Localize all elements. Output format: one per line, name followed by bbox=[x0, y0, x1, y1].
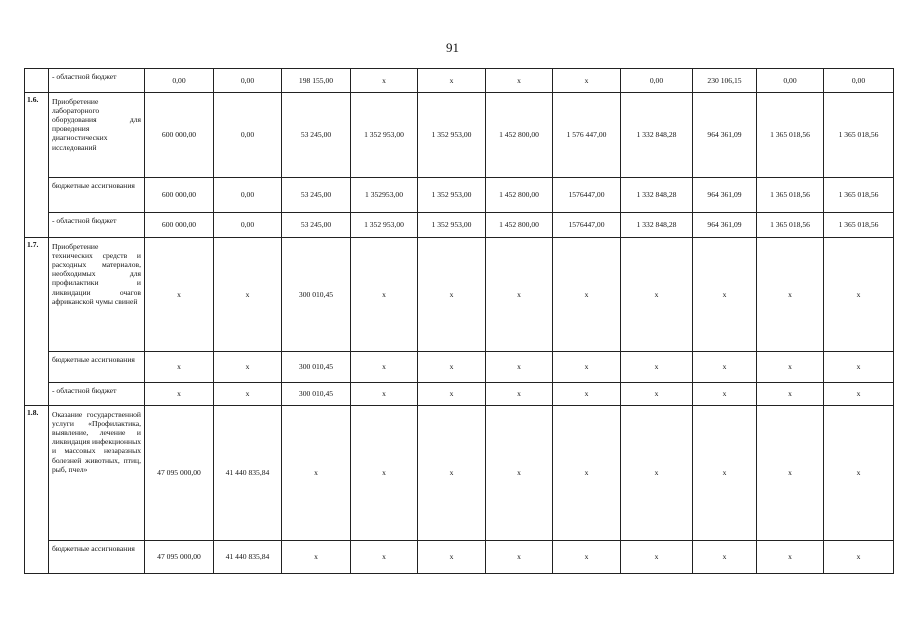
value-cell: x bbox=[824, 541, 894, 574]
row-name-cell: Оказание государственной услуги «Профилактика, выявление, лечение и ликвидация инфекционных и массовых незаразных болезней животных, птиц, рыб, пчел» bbox=[49, 406, 145, 541]
value-cell: x bbox=[214, 352, 282, 383]
table-row bbox=[25, 383, 894, 406]
value-cell: 1 576 447,00 bbox=[553, 93, 621, 178]
value-cell: x bbox=[553, 406, 621, 541]
value-cell: 0,00 bbox=[214, 213, 282, 238]
value-cell: 600 000,00 bbox=[145, 178, 214, 213]
value-cell: x bbox=[553, 238, 621, 352]
value-cell: x bbox=[145, 383, 214, 406]
row-name-cell: Приобретение технических средств и расходных материалов, необходимых для профилактики и ликвидации очагов африканской чумы свиней bbox=[49, 238, 145, 352]
value-cell: x bbox=[486, 238, 553, 352]
table-row bbox=[25, 93, 894, 178]
value-cell: x bbox=[418, 352, 486, 383]
value-cell: x bbox=[351, 69, 418, 93]
value-cell: x bbox=[214, 238, 282, 352]
row-name-cell: бюджетные ассигнования bbox=[49, 541, 145, 574]
value-cell: x bbox=[418, 69, 486, 93]
value-cell: 1 365 018,56 bbox=[757, 178, 824, 213]
value-cell: x bbox=[553, 383, 621, 406]
value-cell: 47 095 000,00 bbox=[145, 541, 214, 574]
table-row bbox=[25, 69, 894, 93]
value-cell: 1 365 018,56 bbox=[824, 93, 894, 178]
value-cell: x bbox=[621, 541, 693, 574]
value-cell: x bbox=[351, 352, 418, 383]
value-cell: x bbox=[621, 406, 693, 541]
value-cell: 964 361,09 bbox=[693, 93, 757, 178]
row-name-cell: - областной бюджет bbox=[49, 213, 145, 238]
value-cell: 1 332 848,28 bbox=[621, 93, 693, 178]
value-cell: 1 352953,00 bbox=[351, 178, 418, 213]
value-cell: 1576447,00 bbox=[553, 178, 621, 213]
value-cell: 53 245,00 bbox=[282, 178, 351, 213]
value-cell: 0,00 bbox=[621, 69, 693, 93]
table-row bbox=[25, 352, 894, 383]
value-cell: x bbox=[282, 406, 351, 541]
value-cell: 1 452 800,00 bbox=[486, 178, 553, 213]
value-cell: x bbox=[418, 541, 486, 574]
value-cell: x bbox=[757, 383, 824, 406]
value-cell: x bbox=[486, 69, 553, 93]
value-cell: 964 361,09 bbox=[693, 213, 757, 238]
value-cell: 1 452 800,00 bbox=[486, 213, 553, 238]
value-cell: 41 440 835,84 bbox=[214, 541, 282, 574]
value-cell: x bbox=[351, 541, 418, 574]
value-cell: 1 365 018,56 bbox=[824, 178, 894, 213]
value-cell: x bbox=[486, 352, 553, 383]
value-cell: x bbox=[824, 406, 894, 541]
value-cell: x bbox=[486, 383, 553, 406]
value-cell: 1 365 018,56 bbox=[757, 93, 824, 178]
value-cell: 198 155,00 bbox=[282, 69, 351, 93]
value-cell: x bbox=[351, 406, 418, 541]
value-cell: 1 352 953,00 bbox=[418, 93, 486, 178]
row-number-cell: 1.7. bbox=[25, 238, 49, 406]
value-cell: x bbox=[621, 383, 693, 406]
value-cell: x bbox=[553, 352, 621, 383]
table-row bbox=[25, 178, 894, 213]
value-cell: 0,00 bbox=[214, 178, 282, 213]
value-cell: 600 000,00 bbox=[145, 93, 214, 178]
value-cell: 300 010,45 bbox=[282, 238, 351, 352]
value-cell: 1576447,00 bbox=[553, 213, 621, 238]
value-cell: x bbox=[486, 406, 553, 541]
value-cell: 1 332 848,28 bbox=[621, 178, 693, 213]
value-cell: x bbox=[757, 406, 824, 541]
value-cell: x bbox=[693, 406, 757, 541]
row-name-cell: бюджетные ассигнования bbox=[49, 352, 145, 383]
value-cell: 53 245,00 bbox=[282, 213, 351, 238]
value-cell: 0,00 bbox=[824, 69, 894, 93]
value-cell: 1 452 800,00 bbox=[486, 93, 553, 178]
value-cell: 1 332 848,28 bbox=[621, 213, 693, 238]
value-cell: x bbox=[757, 352, 824, 383]
row-number-cell: 1.6. bbox=[25, 93, 49, 238]
value-cell: x bbox=[757, 238, 824, 352]
value-cell: 0,00 bbox=[145, 69, 214, 93]
value-cell: x bbox=[418, 383, 486, 406]
value-cell: 1 352 953,00 bbox=[351, 93, 418, 178]
value-cell: x bbox=[621, 352, 693, 383]
value-cell: 230 106,15 bbox=[693, 69, 757, 93]
row-name-cell: - областной бюджет bbox=[49, 383, 145, 406]
value-cell: x bbox=[145, 238, 214, 352]
row-name-cell: - областной бюджет bbox=[49, 69, 145, 93]
page-number: 91 bbox=[446, 40, 459, 55]
value-cell: 1 365 018,56 bbox=[757, 213, 824, 238]
value-cell: x bbox=[486, 541, 553, 574]
value-cell: x bbox=[553, 541, 621, 574]
value-cell: x bbox=[824, 352, 894, 383]
value-cell: x bbox=[757, 541, 824, 574]
budget-table bbox=[24, 68, 894, 574]
table-row bbox=[25, 213, 894, 238]
value-cell: 1 365 018,56 bbox=[824, 213, 894, 238]
value-cell: 53 245,00 bbox=[282, 93, 351, 178]
row-number-cell bbox=[25, 69, 49, 93]
value-cell: x bbox=[351, 238, 418, 352]
value-cell: 1 352 953,00 bbox=[418, 178, 486, 213]
value-cell: 0,00 bbox=[757, 69, 824, 93]
value-cell: x bbox=[693, 383, 757, 406]
value-cell: 47 095 000,00 bbox=[145, 406, 214, 541]
row-name-cell: бюджетные ассигнования bbox=[49, 178, 145, 213]
value-cell: x bbox=[553, 69, 621, 93]
value-cell: 1 352 953,00 bbox=[418, 213, 486, 238]
row-name-cell: Приобретение лабораторного оборудования для проведения диагностических исследований bbox=[49, 93, 145, 178]
value-cell: x bbox=[824, 238, 894, 352]
value-cell: 300 010,45 bbox=[282, 383, 351, 406]
value-cell: x bbox=[214, 383, 282, 406]
value-cell: 1 352 953,00 bbox=[351, 213, 418, 238]
value-cell: 964 361,09 bbox=[693, 178, 757, 213]
value-cell: 300 010,45 bbox=[282, 352, 351, 383]
value-cell: x bbox=[418, 406, 486, 541]
value-cell: 600 000,00 bbox=[145, 213, 214, 238]
row-number-cell: 1.8. bbox=[25, 406, 49, 574]
value-cell: x bbox=[824, 383, 894, 406]
value-cell: x bbox=[621, 238, 693, 352]
table-row bbox=[25, 238, 894, 352]
value-cell: x bbox=[282, 541, 351, 574]
value-cell: 0,00 bbox=[214, 69, 282, 93]
value-cell: x bbox=[693, 352, 757, 383]
value-cell: x bbox=[418, 238, 486, 352]
table-row bbox=[25, 541, 894, 574]
value-cell: x bbox=[351, 383, 418, 406]
value-cell: 41 440 835,84 bbox=[214, 406, 282, 541]
table-row bbox=[25, 406, 894, 541]
value-cell: x bbox=[693, 541, 757, 574]
value-cell: x bbox=[693, 238, 757, 352]
value-cell: x bbox=[145, 352, 214, 383]
value-cell: 0,00 bbox=[214, 93, 282, 178]
